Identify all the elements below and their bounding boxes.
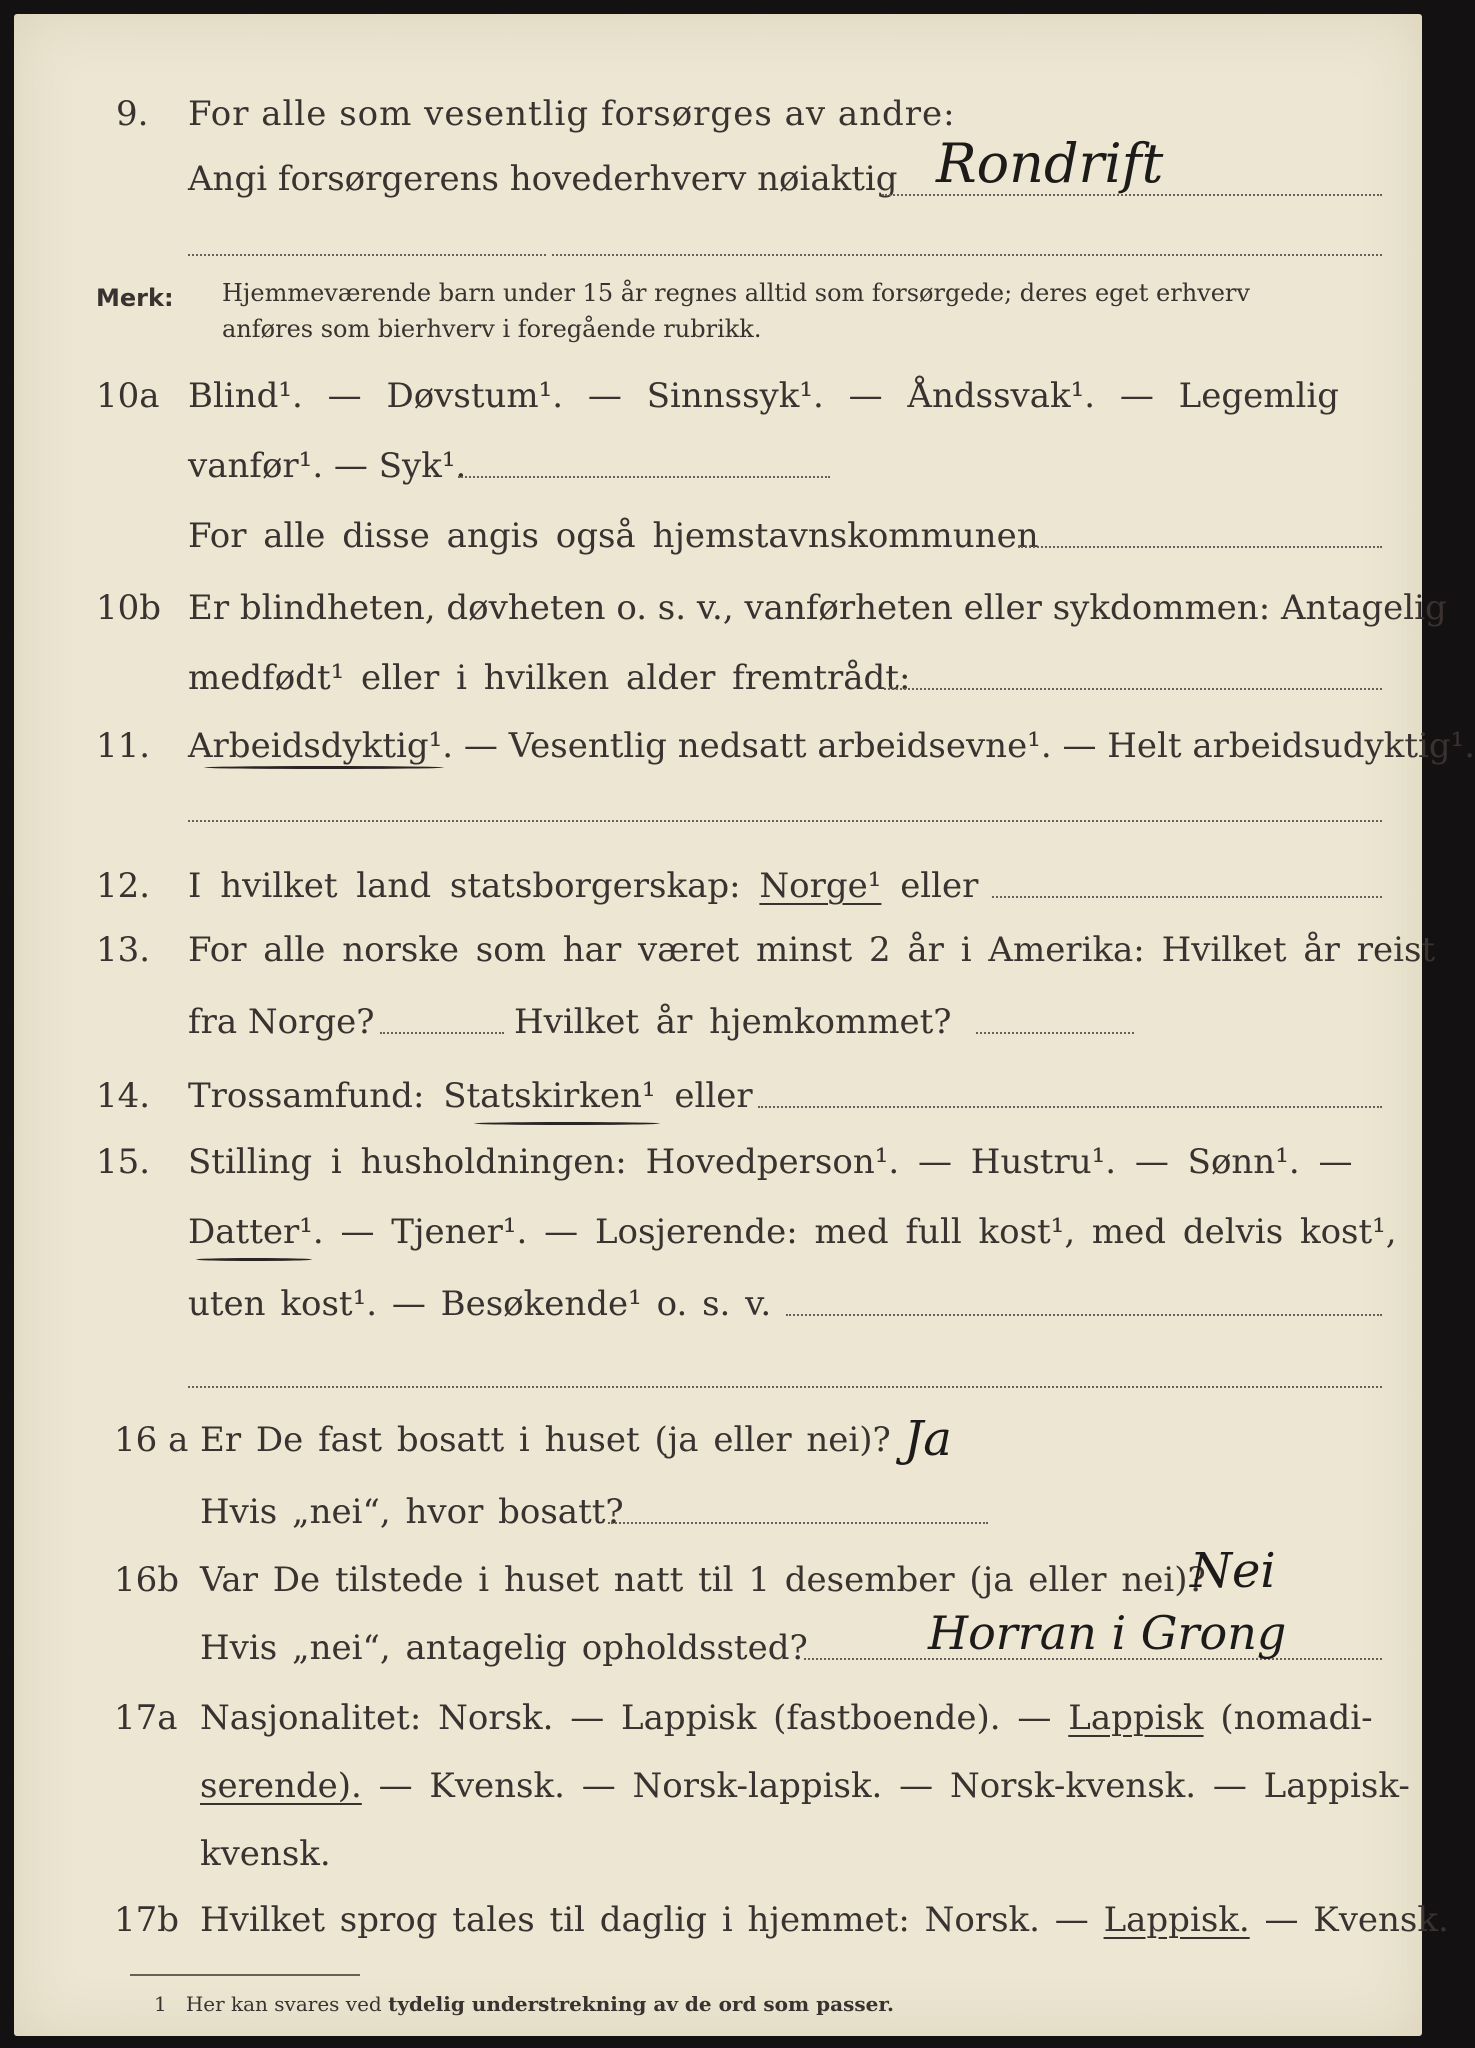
q17b-number: 17b — [114, 1900, 180, 1940]
q15-other-line — [786, 1314, 1382, 1316]
q11-option-rest: — Vesentlig nedsatt arbeidsevne¹. — Helt arbeidsudyktig¹. — [453, 726, 1475, 766]
q13-line2b: Hvilket år hjemkommet? — [514, 1002, 952, 1042]
q17b-line1 — [200, 1900, 1449, 1940]
q9-line1: For alle som vesentlig forsørges av andre: — [188, 94, 956, 134]
q10b-line1: Er blindheten, døvheten o. s. v., vanførheten eller sykdommen: Antagelig — [188, 588, 1447, 628]
q12-text — [188, 866, 978, 906]
q13-number: 13. — [96, 930, 151, 970]
q9-line2: Angi forsørgerens hovederhverv nøiaktig — [188, 159, 898, 199]
q16b-line1: Var De tilstede i huset natt til 1 desember (ja eller nei)? — [200, 1560, 1206, 1600]
q12-option-norge: Norge¹ — [759, 866, 882, 906]
q15-option-datter: Datter¹. — [188, 1212, 324, 1252]
footnote-bold: tydelig understrekning av de ord som passer. — [388, 1992, 894, 2016]
q17a-line1 — [200, 1698, 1373, 1738]
q13-line2a: fra Norge? — [188, 1002, 375, 1042]
merk-line1: Hjemmeværende barn under 15 år regnes alltid som forsørgede; deres eget erhverv — [222, 279, 1250, 307]
q17a-line3: kvensk. — [200, 1834, 331, 1874]
q17b-line1a: Hvilket sprog tales til daglig i hjemmet: Norsk. — — [200, 1900, 1089, 1940]
q11-options — [188, 726, 1475, 766]
q13-line1: For alle norske som har været minst 2 år i Amerika: Hvilket år reist — [188, 930, 1436, 970]
q17a-line1c: (nomadi- — [1203, 1698, 1373, 1738]
footnote-mark: 1 — [154, 1992, 167, 2016]
q17a-line2 — [200, 1766, 1410, 1806]
q14-text — [188, 1076, 753, 1116]
q10b-number: 10b — [96, 588, 162, 628]
merk-line2: anføres som bierhverv i foregående rubrikk. — [222, 315, 762, 343]
q11-handwritten-underline — [204, 766, 444, 769]
q14-handwritten-underline — [474, 1122, 660, 1125]
q11-option-arbeidsdyktig: Arbeidsdyktig¹. — [188, 726, 454, 766]
q17a-line1a: Nasjonalitet: Norsk. — Lappisk (fastboende). — — [200, 1698, 1052, 1738]
footnote-text: Her kan svares ved — [185, 1992, 382, 2016]
merk-label: Merk: — [96, 284, 174, 312]
census-form-page — [14, 14, 1475, 2036]
q17a-option-lappisk: Lappisk — [1068, 1698, 1204, 1738]
q17b-line1c: — Kvensk. — [1249, 1900, 1449, 1940]
q15-extra-line — [188, 1386, 1382, 1388]
q10a-number: 10a — [96, 376, 160, 416]
q13-departure-line — [380, 1032, 504, 1034]
q14-number: 14. — [96, 1076, 151, 1116]
q15-number: 15. — [96, 1142, 151, 1182]
q12-other-country-line — [992, 896, 1382, 898]
q11-extra-line — [188, 820, 1382, 822]
q15-line1: Stilling i husholdningen: Hovedperson¹. — Hustru¹. — Sønn¹. — — [188, 1142, 1353, 1182]
q17b-option-lappisk: Lappisk. — [1103, 1900, 1250, 1940]
q16b-line2: Hvis „nei“, antagelig opholdssted? — [200, 1628, 808, 1668]
q16a-answer-handwriting: Ja — [904, 1411, 952, 1467]
q14-other-line — [758, 1106, 1382, 1108]
q10b-age-line — [884, 688, 1382, 690]
footnote-rule — [130, 1974, 360, 1976]
q14-option-statskirken: Statskirken¹ — [443, 1076, 656, 1116]
q17a-line2b: — Kvensk. — Norsk-lappisk. — Norsk-kvensk. — Lappisk- — [361, 1766, 1410, 1806]
q16a-line1: Er De fast bosatt i huset (ja eller nei)? — [200, 1420, 891, 1460]
q10a-line2: vanfør¹. — Syk¹. — [188, 446, 467, 486]
q9-extra-line-2 — [552, 254, 1382, 256]
q10b-line2: medfødt¹ eller i hvilken alder fremtrådt: — [188, 658, 911, 698]
q11-number: 11. — [96, 726, 151, 766]
q16b-number: 16b — [114, 1560, 180, 1600]
q14-question: Trossamfund: — [188, 1076, 425, 1116]
q16a-line2: Hvis „nei“, hvor bosatt? — [200, 1492, 624, 1532]
q15-line2 — [188, 1212, 1397, 1252]
q16a-number: 16 a — [114, 1420, 189, 1460]
q16b-answer1-handwriting: Nei — [1190, 1543, 1276, 1599]
q15-line2-rest: — Tjener¹. — Losjerende: med full kost¹, med delvis kost¹, — [323, 1212, 1397, 1252]
q9-extra-line-1 — [188, 254, 546, 256]
q12-number: 12. — [96, 866, 151, 906]
q17a-number: 17a — [114, 1698, 178, 1738]
q10a-line1: Blind¹. — Døvstum¹. — Sinnssyk¹. — Åndssvak¹. — Legemlig — [188, 376, 1339, 416]
q9-answer-handwriting: Rondrift — [936, 132, 1164, 195]
q16b-answer2-handwriting: Horran i Grong — [928, 1606, 1287, 1660]
q12-eller: eller — [900, 866, 979, 906]
q10a-home-municipality-line — [1018, 546, 1382, 548]
q14-eller: eller — [674, 1076, 753, 1116]
q13-return-line — [976, 1032, 1134, 1034]
q9-number: 9. — [116, 94, 149, 134]
q12-question: I hvilket land statsborgerskap: — [188, 866, 741, 906]
q17a-option-serende: serende). — [200, 1766, 362, 1806]
q10a-line3: For alle disse angis også hjemstavnskommunen — [188, 516, 1039, 556]
footnote — [154, 1992, 894, 2016]
q10a-sick-line — [458, 476, 830, 478]
q15-line3: uten kost¹. — Besøkende¹ o. s. v. — [188, 1284, 772, 1324]
q16a-residence-line — [608, 1522, 988, 1524]
q15-handwritten-underline — [196, 1258, 312, 1261]
